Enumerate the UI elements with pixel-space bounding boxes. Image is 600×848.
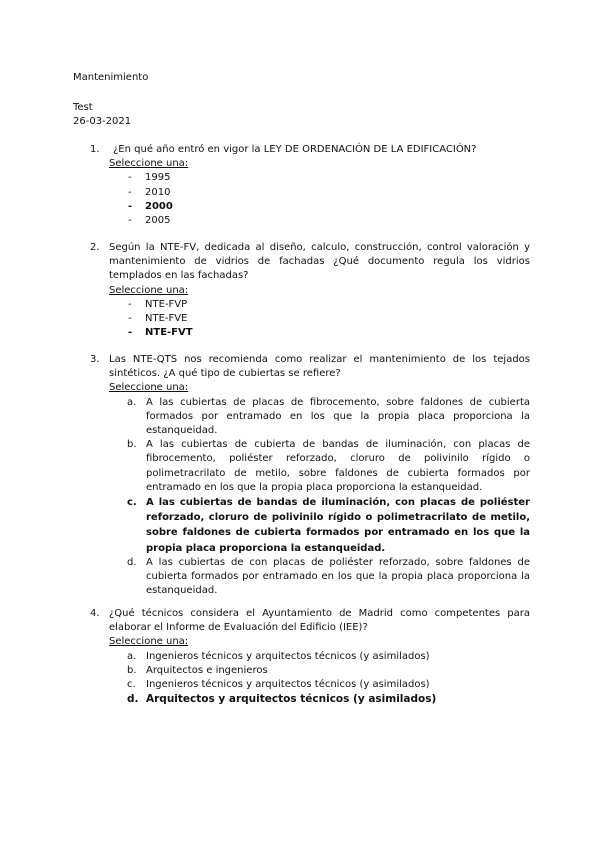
option-2010: - 2010 <box>109 186 530 200</box>
option-b <box>109 438 530 495</box>
question-3 <box>90 353 530 598</box>
question-number: 3. <box>90 354 100 365</box>
test-date: 26-03-2021 <box>73 116 132 127</box>
question-text: Según la NTE-FV, dedicada al diseño, calculo, construcción, control valoración y mantenimiento de vidrios de fachadas ¿Qué documento regula los vidrios templados en las fachadas? <box>109 242 530 282</box>
question-1 <box>90 143 530 228</box>
select-prompt: Seleccione una: <box>109 284 189 296</box>
option-a <box>109 650 530 664</box>
question-number: 4. <box>90 608 100 619</box>
option-text: Arquitectos e ingenieros <box>146 664 268 676</box>
question-number: 1. <box>90 144 100 155</box>
select-prompt: Seleccione una: <box>109 158 189 170</box>
option-letter: b. <box>127 664 137 676</box>
question-number: 2. <box>90 242 100 253</box>
question-4 <box>90 607 530 706</box>
option-list <box>109 298 530 341</box>
option-letter: d. <box>127 556 137 568</box>
option-letter: d. <box>127 693 139 706</box>
option-d-correct <box>109 692 530 706</box>
select-prompt: Seleccione una: <box>109 382 189 394</box>
option-text: Ingenieros técnicos y arquitectos técnicos (y asimilados) <box>146 650 430 662</box>
option-text: A las cubiertas de con placas de poliéster reforzado, sobre faldones de cubierta formados por entramado en los que la propia placa proporciona la estanqueidad. <box>146 556 530 597</box>
option-1995: - 1995 <box>109 171 530 185</box>
option-text: A las cubiertas de cubierta de bandas de iluminación, con placas de fibrocemento, poliéster reforzado, cloruro de polivinilo rígido o polimetracrilato de metilo, sobre faldones de cubierta formados por entramado en los que la propia placa proporciona la estanqueidad. <box>146 439 530 493</box>
question-2 <box>90 241 530 340</box>
option-list <box>109 171 530 228</box>
option-a <box>109 396 530 439</box>
option-text: Arquitectos y arquitectos técnicos (y asimilados) <box>146 693 437 706</box>
question-text: ¿En qué año entró en vigor la LEY DE ORDENACIÓN DE LA EDIFICACIÓN? <box>113 144 477 155</box>
option-text: A las cubiertas de placas de fibrocemento, sobre faldones de cubierta formados por entramado en los que la propia placa proporciona la estanqueidad. <box>146 396 530 437</box>
option-letter: a. <box>127 650 137 662</box>
select-prompt: Seleccione una: <box>109 636 189 648</box>
option-nte-fvt-correct: - NTE-FVT <box>109 326 530 340</box>
option-c <box>109 678 530 692</box>
option-nte-fve: - NTE-FVE <box>109 312 530 326</box>
option-letter: b. <box>127 439 137 451</box>
test-label: Test <box>73 102 93 113</box>
option-text: A las cubiertas de bandas de iluminación, con placas de poliéster reforzado, cloruro de polivinilo rígido o polimetracrilato de metilo, sobre faldones de cubierta formados por entramado en los que la propia placa proporciona la estanqueidad. <box>146 497 530 554</box>
option-letter: c. <box>127 679 136 691</box>
option-b <box>109 664 530 678</box>
option-nte-fvp: - NTE-FVP <box>109 298 530 312</box>
option-c-correct <box>109 495 530 556</box>
option-list <box>109 396 530 599</box>
option-2000-correct: - 2000 <box>109 200 530 214</box>
option-letter: a. <box>127 396 137 408</box>
question-text: Las NTE-QTS nos recomienda como realizar el mantenimiento de los tejados sintéticos. ¿A qué tipo de cubiertas se refiere? <box>109 354 530 380</box>
option-2005: - 2005 <box>109 214 530 228</box>
option-list <box>109 650 530 707</box>
question-text: ¿Qué técnicos considera el Ayuntamiento de Madrid como competentes para elaborar el Informe de Evaluación del Edificio (IEE)? <box>109 608 530 634</box>
document-title: Mantenimiento <box>73 72 149 83</box>
option-d <box>109 556 530 599</box>
option-text: Ingenieros técnicos y arquitectos técnicos (y asimilados) <box>146 679 430 691</box>
option-letter: c. <box>127 497 137 509</box>
